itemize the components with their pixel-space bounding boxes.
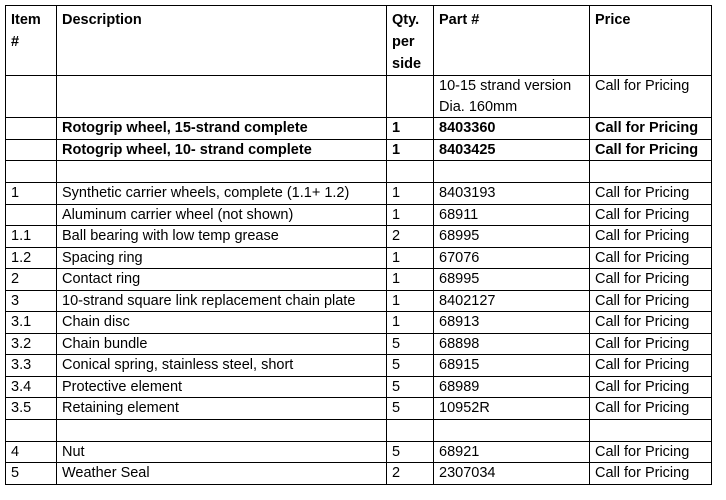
cell-description: Protective element xyxy=(57,376,387,398)
cell-price: Call for Pricing xyxy=(590,463,712,485)
table-row xyxy=(6,419,712,441)
table-row xyxy=(6,139,712,161)
cell-qty: 1 xyxy=(387,312,434,334)
cell-item: 3.4 xyxy=(6,376,57,398)
cell-part: 68913 xyxy=(434,312,590,334)
cell-item: 5 xyxy=(6,463,57,485)
table-row xyxy=(6,118,712,140)
cell-description: Ball bearing with low temp grease xyxy=(57,226,387,248)
cell-description: Aluminum carrier wheel (not shown) xyxy=(57,204,387,226)
cell-item xyxy=(6,76,57,118)
cell-price: Call for Pricing xyxy=(590,376,712,398)
cell-price: Call for Pricing xyxy=(590,118,712,140)
cell-item: 2 xyxy=(6,269,57,291)
cell-qty: 1 xyxy=(387,139,434,161)
cell-item xyxy=(6,118,57,140)
cell-item: 3.2 xyxy=(6,333,57,355)
cell-part: 8402127 xyxy=(434,290,590,312)
cell-price: Call for Pricing xyxy=(590,226,712,248)
cell-part: 8403193 xyxy=(434,183,590,205)
cell-description: Conical spring, stainless steel, short xyxy=(57,355,387,377)
cell-price: Call for Pricing xyxy=(590,247,712,269)
cell-qty xyxy=(387,161,434,183)
cell-item: 1.2 xyxy=(6,247,57,269)
cell-item: 1.1 xyxy=(6,226,57,248)
table-row xyxy=(6,161,712,183)
cell-description: Rotogrip wheel, 10- strand complete xyxy=(57,139,387,161)
cell-price: Call for Pricing xyxy=(590,333,712,355)
cell-price: Call for Pricing xyxy=(590,312,712,334)
cell-qty: 5 xyxy=(387,355,434,377)
cell-description: Synthetic carrier wheels, complete (1.1+ 1.2) xyxy=(57,183,387,205)
cell-item: 4 xyxy=(6,441,57,463)
cell-item: 1 xyxy=(6,183,57,205)
cell-item: 3.3 xyxy=(6,355,57,377)
cell-part xyxy=(434,419,590,441)
cell-qty: 1 xyxy=(387,204,434,226)
cell-qty xyxy=(387,76,434,118)
cell-qty: 5 xyxy=(387,333,434,355)
table-row xyxy=(6,398,712,420)
cell-part: 68995 xyxy=(434,226,590,248)
table-row xyxy=(6,333,712,355)
header-item: Item # xyxy=(6,6,57,76)
table-row xyxy=(6,269,712,291)
cell-price: Call for Pricing xyxy=(590,398,712,420)
cell-qty: 5 xyxy=(387,376,434,398)
cell-qty: 1 xyxy=(387,183,434,205)
cell-description: 10-strand square link replacement chain plate xyxy=(57,290,387,312)
cell-qty: 1 xyxy=(387,290,434,312)
cell-description: Weather Seal xyxy=(57,463,387,485)
table-row xyxy=(6,76,712,118)
cell-description xyxy=(57,76,387,118)
table-body xyxy=(6,76,712,485)
cell-item: 3 xyxy=(6,290,57,312)
table-row xyxy=(6,204,712,226)
cell-item xyxy=(6,139,57,161)
cell-description: Rotogrip wheel, 15-strand complete xyxy=(57,118,387,140)
cell-price: Call for Pricing xyxy=(590,269,712,291)
cell-item: 3.1 xyxy=(6,312,57,334)
cell-part: 2307034 xyxy=(434,463,590,485)
cell-part: 68921 xyxy=(434,441,590,463)
cell-part: 10-15 strand version Dia. 160mm xyxy=(434,76,590,118)
table-row xyxy=(6,290,712,312)
cell-description: Spacing ring xyxy=(57,247,387,269)
cell-description: Chain disc xyxy=(57,312,387,334)
header-price: Price xyxy=(590,6,712,76)
cell-description xyxy=(57,419,387,441)
parts-table xyxy=(5,5,712,485)
table-row xyxy=(6,312,712,334)
cell-item xyxy=(6,419,57,441)
cell-price: Call for Pricing xyxy=(590,441,712,463)
cell-part: 68989 xyxy=(434,376,590,398)
header-qty: Qty. per side xyxy=(387,6,434,76)
header-description: Description xyxy=(57,6,387,76)
cell-item xyxy=(6,204,57,226)
cell-description: Contact ring xyxy=(57,269,387,291)
cell-price: Call for Pricing xyxy=(590,204,712,226)
cell-part: 68915 xyxy=(434,355,590,377)
cell-part: 67076 xyxy=(434,247,590,269)
cell-part: 8403425 xyxy=(434,139,590,161)
cell-qty: 1 xyxy=(387,118,434,140)
header-row xyxy=(6,6,712,76)
cell-description: Chain bundle xyxy=(57,333,387,355)
table-row xyxy=(6,226,712,248)
cell-description: Retaining element xyxy=(57,398,387,420)
cell-qty: 5 xyxy=(387,398,434,420)
cell-part: 10952R xyxy=(434,398,590,420)
cell-price: Call for Pricing xyxy=(590,183,712,205)
cell-price: Call for Pricing xyxy=(590,139,712,161)
cell-item: 3.5 xyxy=(6,398,57,420)
cell-price: Call for Pricing xyxy=(590,355,712,377)
cell-price xyxy=(590,161,712,183)
cell-qty: 1 xyxy=(387,269,434,291)
cell-part: 68911 xyxy=(434,204,590,226)
cell-part xyxy=(434,161,590,183)
cell-price: Call for Pricing xyxy=(590,76,712,118)
cell-qty: 2 xyxy=(387,226,434,248)
table-row xyxy=(6,376,712,398)
table-row xyxy=(6,441,712,463)
table-row xyxy=(6,463,712,485)
cell-part: 68995 xyxy=(434,269,590,291)
cell-part: 8403360 xyxy=(434,118,590,140)
table-row xyxy=(6,355,712,377)
cell-description xyxy=(57,161,387,183)
cell-price: Call for Pricing xyxy=(590,290,712,312)
cell-item xyxy=(6,161,57,183)
table-row xyxy=(6,247,712,269)
cell-part: 68898 xyxy=(434,333,590,355)
cell-qty: 5 xyxy=(387,441,434,463)
cell-qty xyxy=(387,419,434,441)
cell-price xyxy=(590,419,712,441)
table-row xyxy=(6,183,712,205)
cell-qty: 1 xyxy=(387,247,434,269)
cell-qty: 2 xyxy=(387,463,434,485)
header-part: Part # xyxy=(434,6,590,76)
cell-description: Nut xyxy=(57,441,387,463)
